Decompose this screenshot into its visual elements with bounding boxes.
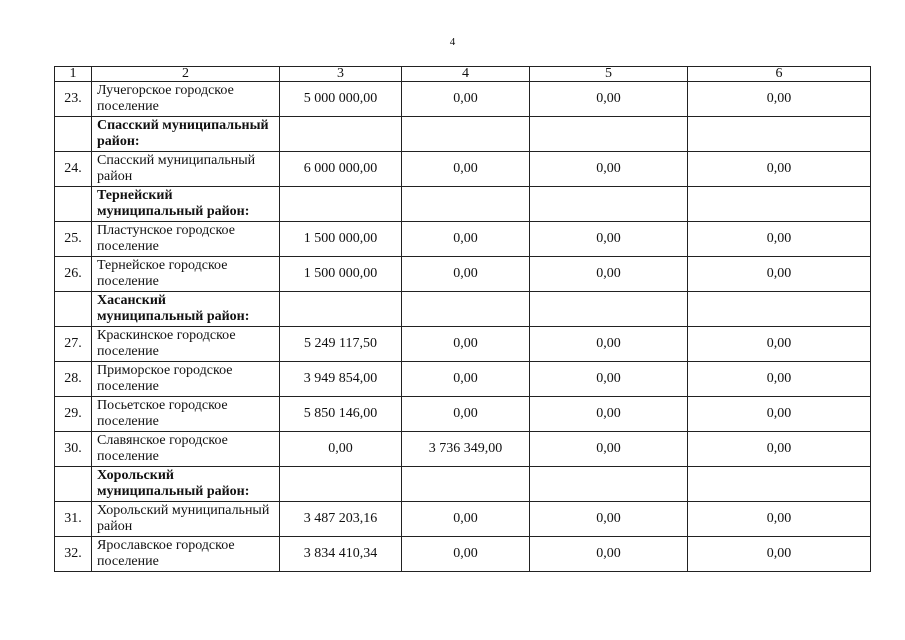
settlement-name-cell bbox=[92, 82, 280, 117]
value-cell-5: 0,00 bbox=[530, 82, 688, 117]
header-cell-3: 3 bbox=[280, 67, 402, 82]
value-cell-3 bbox=[280, 117, 402, 152]
value-cell-5 bbox=[530, 117, 688, 152]
row-number-cell bbox=[55, 467, 92, 502]
row-number-cell bbox=[55, 187, 92, 222]
table-row bbox=[55, 362, 871, 397]
group-header-row bbox=[55, 467, 871, 502]
value-cell-6: 0,00 bbox=[688, 537, 871, 572]
value-cell-3: 1 500 000,00 bbox=[280, 222, 402, 257]
row-number-cell bbox=[55, 117, 92, 152]
value-cell-4: 0,00 bbox=[402, 397, 530, 432]
value-cell-5: 0,00 bbox=[530, 222, 688, 257]
value-cell-4: 0,00 bbox=[402, 222, 530, 257]
settlement-name-cell-text: Спасский муниципальный район bbox=[97, 153, 256, 184]
settlement-name-cell-text: Ярославское городское поселение bbox=[97, 538, 235, 569]
settlement-name-cell-text: Приморское городское поселение bbox=[97, 363, 233, 394]
settlement-name-cell bbox=[92, 327, 280, 362]
row-number-cell: 25. bbox=[55, 222, 92, 257]
table-row bbox=[55, 152, 871, 187]
value-cell-3: 3 834 410,34 bbox=[280, 537, 402, 572]
row-number-cell bbox=[55, 292, 92, 327]
value-cell-3: 3 487 203,16 bbox=[280, 502, 402, 537]
settlement-name-cell bbox=[92, 362, 280, 397]
group-header-row bbox=[55, 117, 871, 152]
table-body bbox=[55, 67, 871, 572]
value-cell-6: 0,00 bbox=[688, 222, 871, 257]
value-cell-3 bbox=[280, 187, 402, 222]
header-row bbox=[55, 67, 871, 82]
settlement-name-cell-text: Посьетское городское поселение bbox=[97, 398, 228, 429]
value-cell-5 bbox=[530, 187, 688, 222]
value-cell-4: 0,00 bbox=[402, 257, 530, 292]
value-cell-3: 1 500 000,00 bbox=[280, 257, 402, 292]
settlement-name-cell-text: Хорольский муниципальный район bbox=[97, 503, 270, 534]
value-cell-5 bbox=[530, 467, 688, 502]
row-number-cell: 28. bbox=[55, 362, 92, 397]
header-cell-6: 6 bbox=[688, 67, 871, 82]
table-row bbox=[55, 502, 871, 537]
settlement-name-cell-text: Славянское городское поселение bbox=[97, 433, 228, 464]
value-cell-6 bbox=[688, 117, 871, 152]
settlement-name-cell bbox=[92, 222, 280, 257]
row-number-cell: 23. bbox=[55, 82, 92, 117]
value-cell-3 bbox=[280, 292, 402, 327]
table-row bbox=[55, 82, 871, 117]
district-name-cell bbox=[92, 467, 280, 502]
header-cell-1: 1 bbox=[55, 67, 92, 82]
allocation-table bbox=[54, 66, 871, 572]
row-number-cell: 24. bbox=[55, 152, 92, 187]
row-number-cell: 30. bbox=[55, 432, 92, 467]
settlement-name-cell-text: Тернейское городское поселение bbox=[97, 258, 228, 289]
header-cell-5: 5 bbox=[530, 67, 688, 82]
value-cell-3: 5 249 117,50 bbox=[280, 327, 402, 362]
value-cell-3: 5 850 146,00 bbox=[280, 397, 402, 432]
value-cell-4 bbox=[402, 187, 530, 222]
value-cell-6: 0,00 bbox=[688, 327, 871, 362]
header-cell-2: 2 bbox=[92, 67, 280, 82]
district-name-cell-text: Хорольский муниципальный район: bbox=[97, 468, 250, 499]
settlement-name-cell bbox=[92, 257, 280, 292]
value-cell-4: 3 736 349,00 bbox=[402, 432, 530, 467]
table-row bbox=[55, 257, 871, 292]
table-row bbox=[55, 222, 871, 257]
district-name-cell bbox=[92, 117, 280, 152]
settlement-name-cell bbox=[92, 397, 280, 432]
value-cell-4: 0,00 bbox=[402, 152, 530, 187]
value-cell-6: 0,00 bbox=[688, 502, 871, 537]
value-cell-5 bbox=[530, 292, 688, 327]
value-cell-6: 0,00 bbox=[688, 257, 871, 292]
settlement-name-cell bbox=[92, 152, 280, 187]
row-number-cell: 31. bbox=[55, 502, 92, 537]
value-cell-4 bbox=[402, 117, 530, 152]
value-cell-6: 0,00 bbox=[688, 362, 871, 397]
value-cell-5: 0,00 bbox=[530, 257, 688, 292]
value-cell-4: 0,00 bbox=[402, 362, 530, 397]
value-cell-6: 0,00 bbox=[688, 82, 871, 117]
page-number: 4 bbox=[449, 36, 456, 48]
group-header-row bbox=[55, 292, 871, 327]
value-cell-4 bbox=[402, 292, 530, 327]
value-cell-5: 0,00 bbox=[530, 152, 688, 187]
value-cell-5: 0,00 bbox=[530, 362, 688, 397]
settlement-name-cell bbox=[92, 432, 280, 467]
value-cell-4 bbox=[402, 467, 530, 502]
value-cell-3 bbox=[280, 467, 402, 502]
settlement-name-cell-text: Лучегорское городское поселение bbox=[97, 83, 234, 114]
value-cell-5: 0,00 bbox=[530, 397, 688, 432]
value-cell-6 bbox=[688, 292, 871, 327]
value-cell-5: 0,00 bbox=[530, 537, 688, 572]
settlement-name-cell bbox=[92, 502, 280, 537]
table-row bbox=[55, 397, 871, 432]
settlement-name-cell-text: Пластунское городское поселение bbox=[97, 223, 235, 254]
row-number-cell: 26. bbox=[55, 257, 92, 292]
value-cell-4: 0,00 bbox=[402, 502, 530, 537]
settlement-name-cell-text: Краскинское городское поселение bbox=[97, 328, 236, 359]
table-row bbox=[55, 537, 871, 572]
value-cell-5: 0,00 bbox=[530, 432, 688, 467]
value-cell-6: 0,00 bbox=[688, 397, 871, 432]
district-name-cell-text: Хасанский муниципальный район: bbox=[97, 293, 250, 324]
district-name-cell bbox=[92, 187, 280, 222]
value-cell-6: 0,00 bbox=[688, 152, 871, 187]
value-cell-5: 0,00 bbox=[530, 502, 688, 537]
value-cell-4: 0,00 bbox=[402, 82, 530, 117]
district-name-cell bbox=[92, 292, 280, 327]
district-name-cell-text: Тернейский муниципальный район: bbox=[97, 188, 250, 219]
table-row bbox=[55, 327, 871, 362]
value-cell-6 bbox=[688, 187, 871, 222]
group-header-row bbox=[55, 187, 871, 222]
row-number-cell: 29. bbox=[55, 397, 92, 432]
row-number-cell: 32. bbox=[55, 537, 92, 572]
value-cell-3: 5 000 000,00 bbox=[280, 82, 402, 117]
settlement-name-cell bbox=[92, 537, 280, 572]
value-cell-5: 0,00 bbox=[530, 327, 688, 362]
row-number-cell: 27. bbox=[55, 327, 92, 362]
header-cell-4: 4 bbox=[402, 67, 530, 82]
district-name-cell-text: Спасский муниципальный район: bbox=[97, 118, 269, 149]
value-cell-3: 6 000 000,00 bbox=[280, 152, 402, 187]
value-cell-4: 0,00 bbox=[402, 537, 530, 572]
value-cell-6 bbox=[688, 467, 871, 502]
value-cell-3: 0,00 bbox=[280, 432, 402, 467]
value-cell-6: 0,00 bbox=[688, 432, 871, 467]
value-cell-4: 0,00 bbox=[402, 327, 530, 362]
table-row bbox=[55, 432, 871, 467]
value-cell-3: 3 949 854,00 bbox=[280, 362, 402, 397]
